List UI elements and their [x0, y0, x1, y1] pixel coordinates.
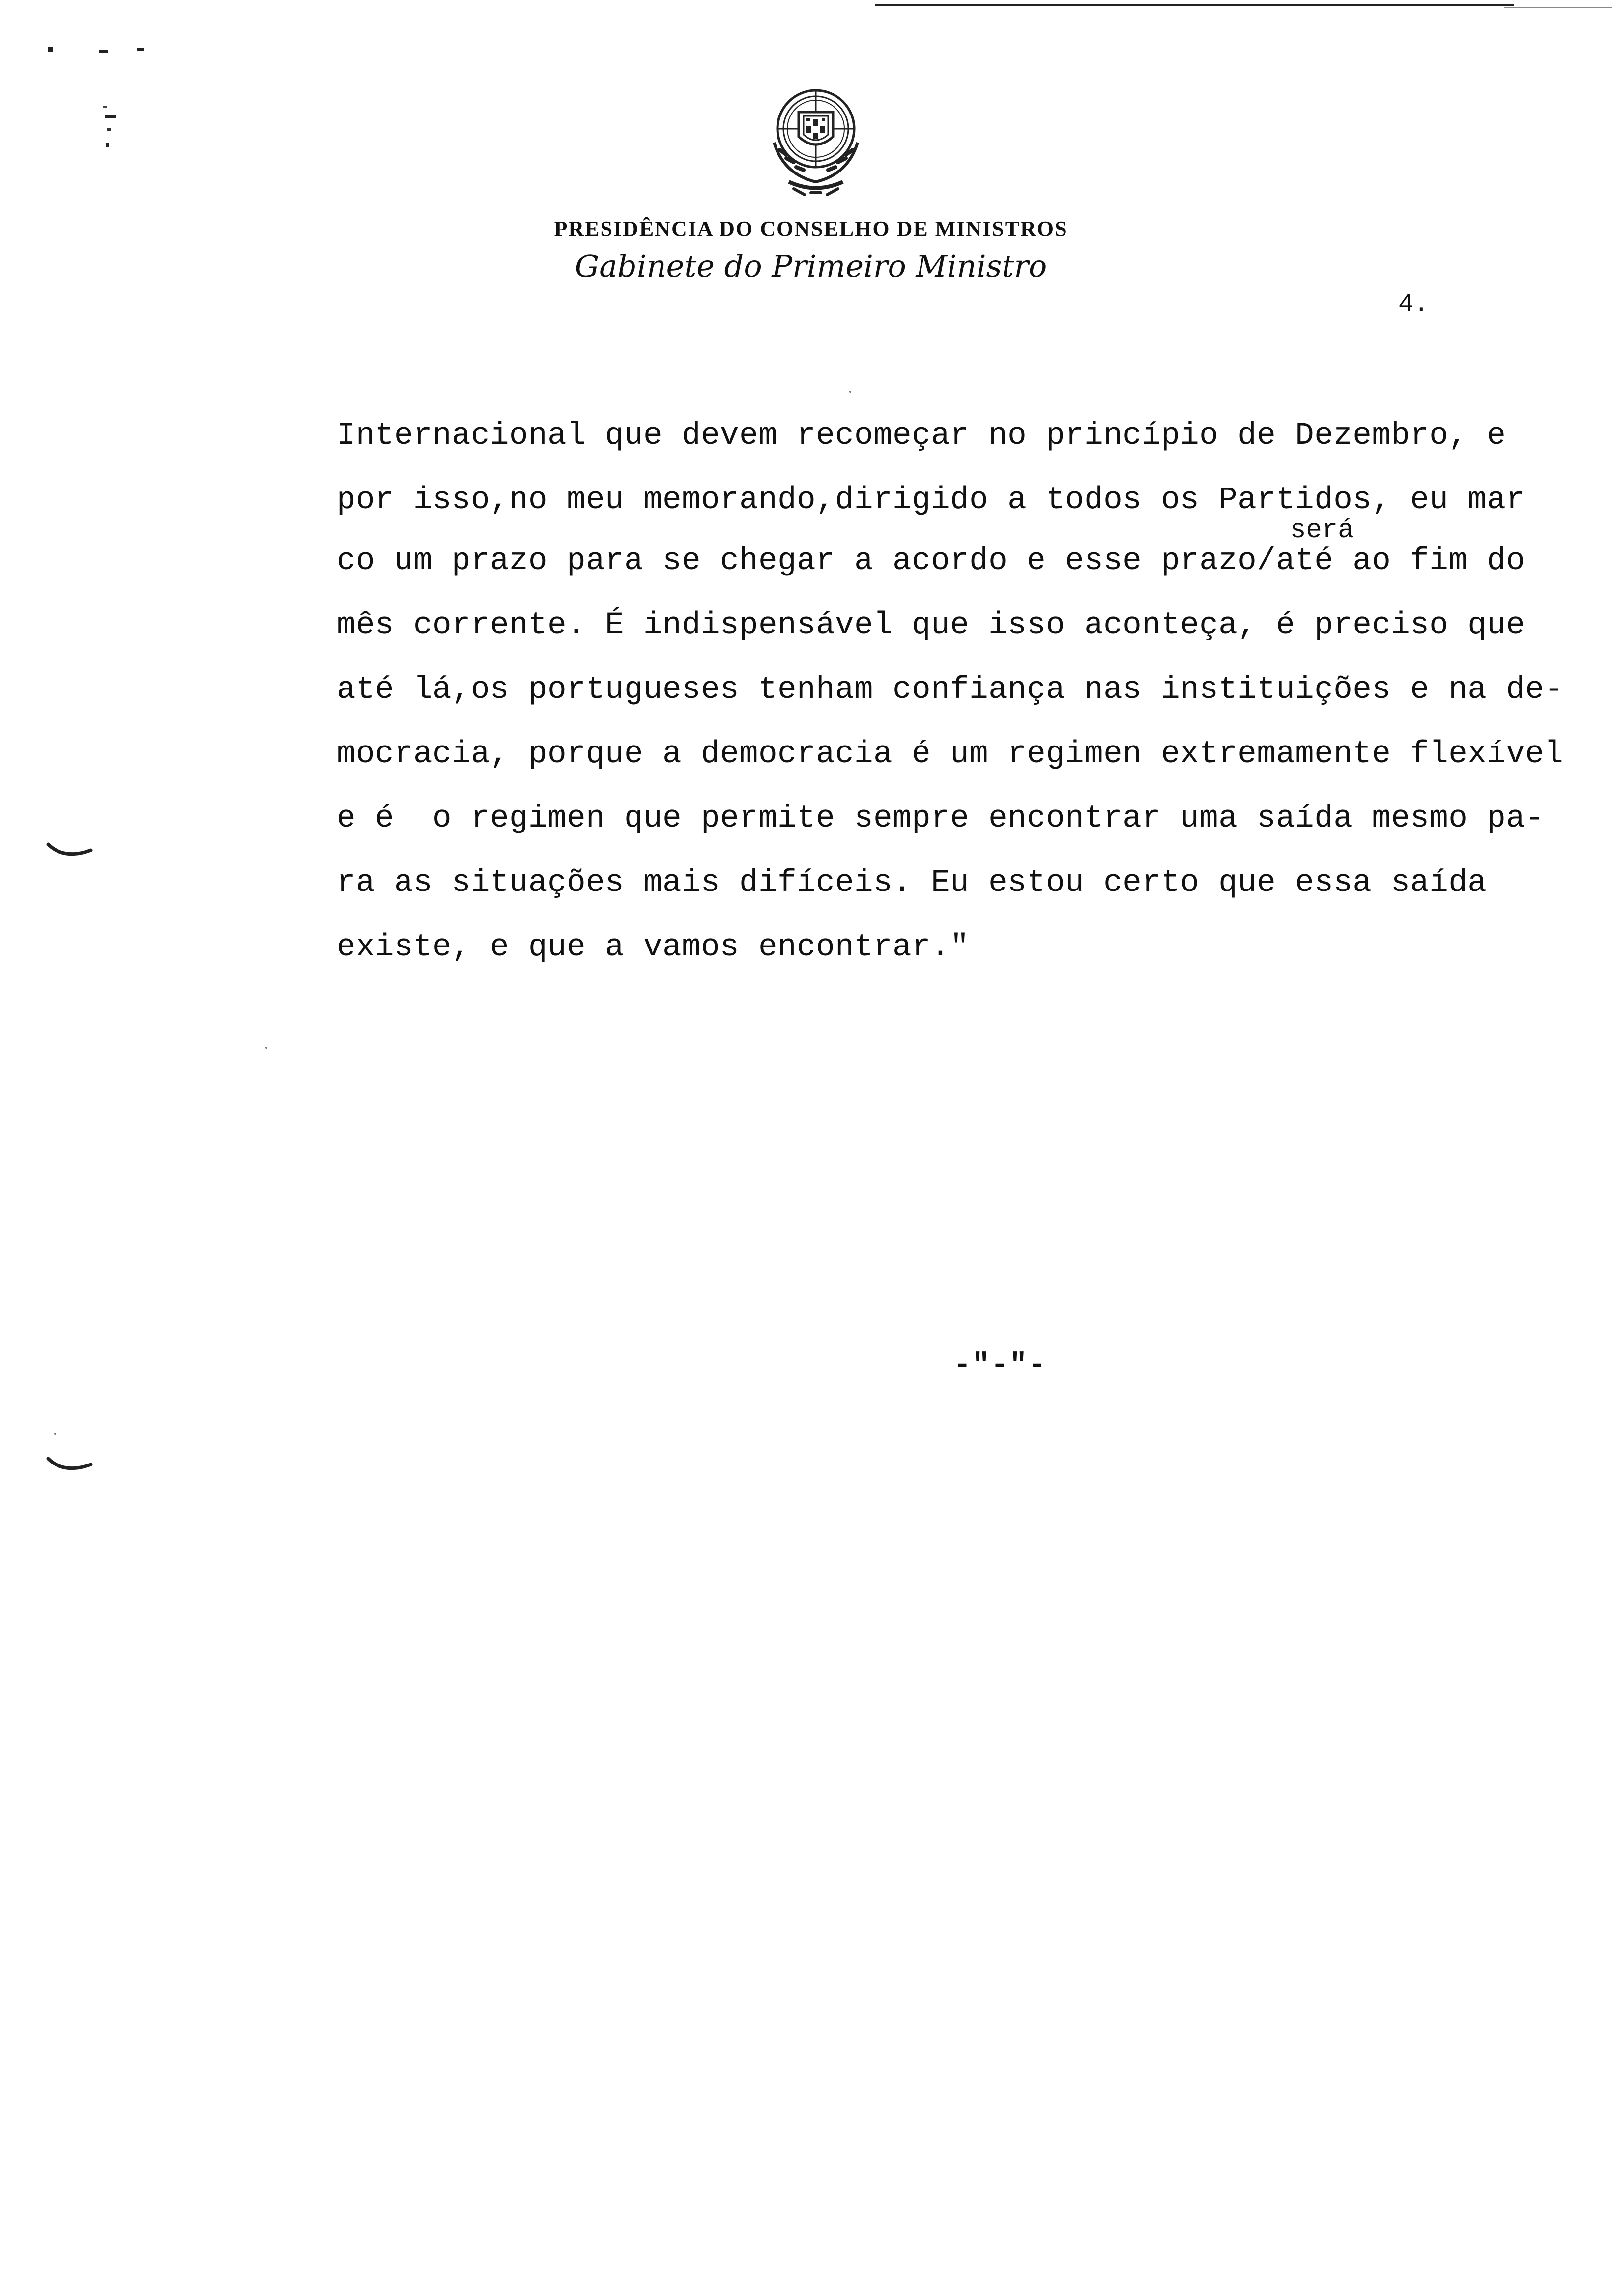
end-separator: -"-"-	[953, 1349, 1047, 1382]
body-line-4: mês corrente. É indispensável que isso aconteça, é preciso que	[337, 608, 1526, 643]
body-line-5: até lá,os portugueses tenham confiança nas instituições e na de-	[337, 672, 1564, 708]
coat-of-arms-emblem	[759, 84, 872, 201]
institution-heading: PRESIDÊNCIA DO CONSELHO DE MINISTROS	[554, 217, 1068, 241]
page-number: 4.	[1398, 290, 1429, 319]
body-line-1: Internacional que devem recomeçar no princípio de Dezembro, e	[337, 418, 1506, 454]
punch-hole-mark-lower	[44, 1450, 98, 1479]
scan-top-rule	[875, 4, 1514, 6]
scan-speck	[265, 1047, 267, 1049]
scan-top-rule-faint	[1504, 7, 1612, 8]
scan-speck	[54, 1433, 56, 1435]
scan-corner-marks	[44, 47, 172, 160]
cabinet-subtitle: Gabinete do Primeiro Ministro	[575, 248, 1047, 284]
body-line-8: ra as situações mais difíceis. Eu estou certo que essa saída	[337, 865, 1487, 901]
body-line-2: por isso,no meu memorando,dirigido a todos os Partidos, eu mar	[337, 483, 1526, 518]
letter-body	[337, 415, 1580, 991]
scan-speck	[849, 391, 851, 393]
handwritten-insertion: será	[1290, 516, 1354, 545]
body-line-6: mocracia, porque a democracia é um regimen extremamente flexível	[337, 737, 1564, 772]
punch-hole-mark-upper	[44, 835, 98, 865]
body-line-9: existe, e que a vamos encontrar."	[337, 930, 970, 965]
body-line-7: e é o regimen que permite sempre encontrar uma saída mesmo pa-	[337, 801, 1545, 836]
body-line-3: co um prazo para se chegar a acordo e esse prazo/até ao fim do	[337, 544, 1526, 579]
